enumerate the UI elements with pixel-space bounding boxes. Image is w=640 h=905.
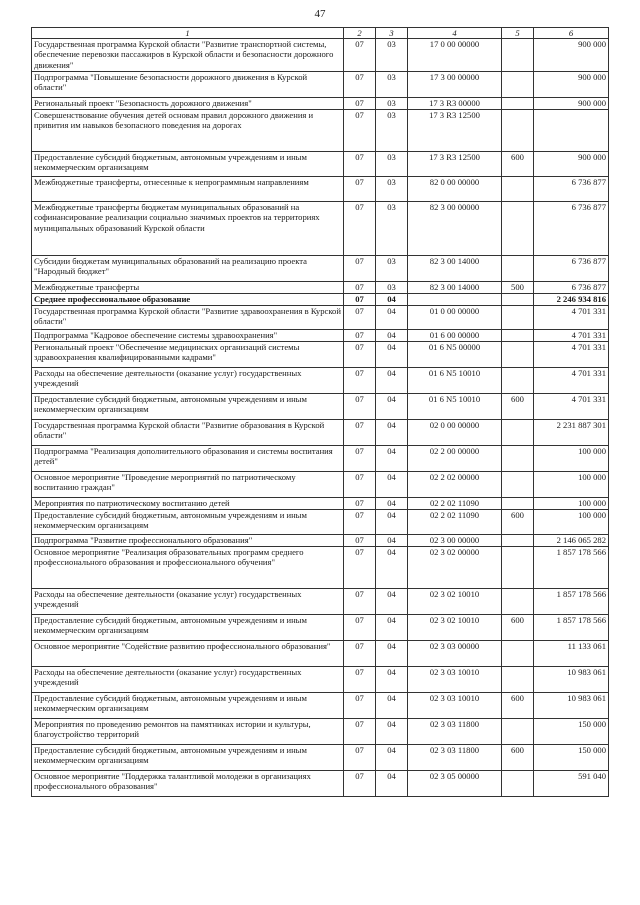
table-row: [32, 498, 609, 510]
table-row: [32, 72, 609, 98]
cell-rz: 07: [344, 330, 376, 342]
table-row: [32, 547, 609, 589]
cell-csr: 17 3 R3 12500: [408, 110, 502, 152]
cell-sum: 1 857 178 566: [534, 589, 609, 615]
cell-sum: 4 701 331: [534, 330, 609, 342]
cell-csr: 82 3 00 14000: [408, 282, 502, 294]
cell-vr: [502, 420, 534, 446]
cell-pr: 04: [376, 420, 408, 446]
cell-name: Подпрограмма "Развитие профессионального образования": [32, 535, 344, 547]
header-cell: 1: [32, 28, 344, 39]
cell-name: Государственная программа Курской области "Развитие транспортной системы, обеспечение перевозки пассажиров в Курской области и безопасности дорожного движения": [32, 39, 344, 72]
cell-csr: [408, 294, 502, 306]
cell-name: Региональный проект "Безопасность дорожного движения": [32, 98, 344, 110]
cell-sum: 100 000: [534, 446, 609, 472]
cell-sum: [534, 110, 609, 152]
cell-name: Основное мероприятие "Содействие развитию профессионального образования": [32, 641, 344, 667]
cell-name: Предоставление субсидий бюджетным, автономным учреждениям и иным некоммерческим организациям: [32, 693, 344, 719]
cell-csr: 01 6 N5 10010: [408, 394, 502, 420]
cell-rz: 07: [344, 256, 376, 282]
cell-sum: 900 000: [534, 39, 609, 72]
cell-vr: 600: [502, 615, 534, 641]
cell-sum: 1 857 178 566: [534, 615, 609, 641]
cell-csr: 02 3 02 10010: [408, 615, 502, 641]
table-row: [32, 667, 609, 693]
cell-rz: 07: [344, 771, 376, 797]
table-row: [32, 693, 609, 719]
cell-csr: 01 6 N5 00000: [408, 342, 502, 368]
cell-csr: 02 3 03 10010: [408, 667, 502, 693]
cell-sum: 100 000: [534, 498, 609, 510]
cell-vr: 500: [502, 282, 534, 294]
cell-sum: 6 736 877: [534, 282, 609, 294]
header-cell: 4: [408, 28, 502, 39]
cell-csr: 02 3 03 00000: [408, 641, 502, 667]
cell-sum: 2 146 065 282: [534, 535, 609, 547]
cell-name: Расходы на обеспечение деятельности (оказание услуг) государственных учреждений: [32, 368, 344, 394]
header-cell: 3: [376, 28, 408, 39]
cell-sum: 4 701 331: [534, 368, 609, 394]
cell-pr: 04: [376, 615, 408, 641]
cell-pr: 04: [376, 745, 408, 771]
cell-rz: 07: [344, 420, 376, 446]
cell-vr: [502, 771, 534, 797]
table-row: [32, 641, 609, 667]
cell-pr: 03: [376, 202, 408, 256]
cell-vr: [502, 98, 534, 110]
cell-name: Субсидии бюджетам муниципальных образований на реализацию проекта "Народный бюджет": [32, 256, 344, 282]
cell-rz: 07: [344, 446, 376, 472]
cell-name: Основное мероприятие "Проведение мероприятий по патриотическому воспитанию граждан": [32, 472, 344, 498]
table-row: [32, 110, 609, 152]
cell-name: Предоставление субсидий бюджетным, автономным учреждениям и иным некоммерческим организациям: [32, 152, 344, 177]
table-row: [32, 330, 609, 342]
cell-vr: [502, 256, 534, 282]
cell-vr: [502, 667, 534, 693]
cell-rz: 07: [344, 472, 376, 498]
cell-sum: 2 231 887 301: [534, 420, 609, 446]
cell-pr: 04: [376, 306, 408, 330]
cell-sum: 4 701 331: [534, 342, 609, 368]
cell-csr: 02 0 00 00000: [408, 420, 502, 446]
cell-sum: 150 000: [534, 719, 609, 745]
cell-sum: 100 000: [534, 472, 609, 498]
cell-vr: [502, 342, 534, 368]
cell-pr: 03: [376, 110, 408, 152]
table-row: [32, 472, 609, 498]
table-row: [32, 771, 609, 797]
cell-pr: 04: [376, 368, 408, 394]
cell-name: Межбюджетные трансферты бюджетам муниципальных образований на софинансирование реализации социально значимых проектов на территориях муниципальных образований Курской области: [32, 202, 344, 256]
cell-rz: 07: [344, 110, 376, 152]
cell-csr: 82 0 00 00000: [408, 177, 502, 202]
cell-name: Подпрограмма "Реализация дополнительного образования и системы воспитания детей": [32, 446, 344, 472]
table-row: [32, 98, 609, 110]
cell-vr: [502, 294, 534, 306]
cell-vr: [502, 446, 534, 472]
table-row: [32, 589, 609, 615]
cell-pr: 03: [376, 98, 408, 110]
table-row: [32, 745, 609, 771]
cell-vr: [502, 719, 534, 745]
table-row: [32, 177, 609, 202]
cell-pr: 03: [376, 72, 408, 98]
table-row: [32, 39, 609, 72]
table-row: [32, 202, 609, 256]
cell-pr: 03: [376, 39, 408, 72]
cell-csr: 82 3 00 14000: [408, 256, 502, 282]
cell-rz: 07: [344, 72, 376, 98]
cell-pr: 04: [376, 472, 408, 498]
table-row: [32, 152, 609, 177]
cell-sum: 4 701 331: [534, 394, 609, 420]
cell-rz: 07: [344, 498, 376, 510]
cell-rz: 07: [344, 306, 376, 330]
cell-csr: 02 2 02 11090: [408, 510, 502, 535]
cell-csr: 02 2 00 00000: [408, 446, 502, 472]
cell-vr: [502, 177, 534, 202]
table-row: [32, 510, 609, 535]
table-row: [32, 368, 609, 394]
cell-pr: 04: [376, 719, 408, 745]
cell-pr: 04: [376, 330, 408, 342]
cell-name: Основное мероприятие "Реализация образовательных программ среднего профессионального образования и профессионального обучения": [32, 547, 344, 589]
cell-name: Государственная программа Курской области "Развитие образования в Курской области": [32, 420, 344, 446]
cell-name: Расходы на обеспечение деятельности (оказание услуг) государственных учреждений: [32, 589, 344, 615]
cell-csr: 02 3 03 11800: [408, 745, 502, 771]
header-row: [32, 28, 609, 39]
cell-name: Расходы на обеспечение деятельности (оказание услуг) государственных учреждений: [32, 667, 344, 693]
cell-vr: [502, 110, 534, 152]
header-cell: 6: [534, 28, 609, 39]
table-row: [32, 256, 609, 282]
cell-pr: 04: [376, 394, 408, 420]
cell-rz: 07: [344, 394, 376, 420]
cell-vr: 600: [502, 394, 534, 420]
cell-sum: 2 246 934 816: [534, 294, 609, 306]
cell-vr: 600: [502, 510, 534, 535]
cell-rz: 07: [344, 98, 376, 110]
cell-pr: 04: [376, 641, 408, 667]
cell-vr: [502, 330, 534, 342]
cell-sum: 900 000: [534, 72, 609, 98]
cell-name: Межбюджетные трансферты: [32, 282, 344, 294]
cell-csr: 02 2 02 11090: [408, 498, 502, 510]
cell-csr: 17 3 00 00000: [408, 72, 502, 98]
cell-sum: 6 736 877: [534, 202, 609, 256]
cell-pr: 03: [376, 152, 408, 177]
cell-vr: 600: [502, 152, 534, 177]
page-number: 47: [314, 8, 326, 20]
cell-pr: 04: [376, 771, 408, 797]
cell-vr: [502, 547, 534, 589]
cell-vr: [502, 368, 534, 394]
cell-rz: 07: [344, 282, 376, 294]
cell-csr: 02 3 05 00000: [408, 771, 502, 797]
cell-sum: 6 736 877: [534, 256, 609, 282]
table-row: [32, 446, 609, 472]
cell-sum: 6 736 877: [534, 177, 609, 202]
cell-name: Основное мероприятие "Поддержка талантливой молодежи в организациях профессионального образования": [32, 771, 344, 797]
cell-rz: 07: [344, 39, 376, 72]
cell-csr: 17 0 00 00000: [408, 39, 502, 72]
cell-vr: [502, 39, 534, 72]
cell-csr: 02 3 02 00000: [408, 547, 502, 589]
budget-table: [31, 27, 609, 797]
table-row: [32, 420, 609, 446]
cell-pr: 04: [376, 446, 408, 472]
cell-rz: 07: [344, 667, 376, 693]
cell-sum: 4 701 331: [534, 306, 609, 330]
cell-rz: 07: [344, 589, 376, 615]
cell-pr: 04: [376, 667, 408, 693]
cell-vr: [502, 202, 534, 256]
cell-vr: [502, 306, 534, 330]
cell-pr: 04: [376, 547, 408, 589]
cell-pr: 04: [376, 510, 408, 535]
cell-rz: 07: [344, 641, 376, 667]
cell-rz: 07: [344, 535, 376, 547]
cell-vr: 600: [502, 745, 534, 771]
table-row: [32, 615, 609, 641]
table-row: [32, 342, 609, 368]
cell-name: Предоставление субсидий бюджетным, автономным учреждениям и иным некоммерческим организациям: [32, 745, 344, 771]
cell-vr: [502, 72, 534, 98]
cell-vr: [502, 641, 534, 667]
cell-csr: 17 3 R3 00000: [408, 98, 502, 110]
cell-pr: 04: [376, 342, 408, 368]
cell-csr: 02 2 02 00000: [408, 472, 502, 498]
cell-csr: 17 3 R3 12500: [408, 152, 502, 177]
table-row: [32, 306, 609, 330]
cell-name: Региональный проект "Обеспечение медицинских организаций системы здравоохранения квалифицированными кадрами": [32, 342, 344, 368]
cell-rz: 07: [344, 719, 376, 745]
cell-rz: 07: [344, 152, 376, 177]
cell-sum: 11 133 061: [534, 641, 609, 667]
cell-vr: [502, 498, 534, 510]
cell-rz: 07: [344, 547, 376, 589]
cell-name: Государственная программа Курской области "Развитие здравоохранения в Курской области": [32, 306, 344, 330]
cell-rz: 07: [344, 693, 376, 719]
cell-csr: 01 0 00 00000: [408, 306, 502, 330]
cell-sum: 10 983 061: [534, 667, 609, 693]
cell-rz: 07: [344, 177, 376, 202]
cell-pr: 04: [376, 693, 408, 719]
cell-name: Среднее профессиональное образование: [32, 294, 344, 306]
cell-sum: 10 983 061: [534, 693, 609, 719]
cell-csr: 01 6 00 00000: [408, 330, 502, 342]
cell-name: Совершенствование обучения детей основам правил дорожного движения и привития им навыков безопасного поведения на дорогах: [32, 110, 344, 152]
cell-name: Мероприятия по проведению ремонтов на памятниках истории и культуры, благоустройство территорий: [32, 719, 344, 745]
cell-csr: 01 6 N5 10010: [408, 368, 502, 394]
cell-vr: [502, 472, 534, 498]
cell-rz: 07: [344, 745, 376, 771]
cell-csr: 02 3 00 00000: [408, 535, 502, 547]
cell-sum: 591 040: [534, 771, 609, 797]
cell-csr: 02 3 03 10010: [408, 693, 502, 719]
table-row: [32, 535, 609, 547]
cell-sum: 900 000: [534, 98, 609, 110]
cell-name: Подпрограмма "Повышение безопасности дорожного движения в Курской области": [32, 72, 344, 98]
cell-vr: [502, 589, 534, 615]
table-row: [32, 719, 609, 745]
table-row: [32, 294, 609, 306]
cell-pr: 04: [376, 498, 408, 510]
cell-vr: 600: [502, 693, 534, 719]
cell-rz: 07: [344, 202, 376, 256]
cell-rz: 07: [344, 615, 376, 641]
cell-name: Подпрограмма "Кадровое обеспечение системы здравоохранения": [32, 330, 344, 342]
cell-sum: 150 000: [534, 745, 609, 771]
table-row: [32, 282, 609, 294]
cell-rz: 07: [344, 342, 376, 368]
cell-vr: [502, 535, 534, 547]
cell-pr: 03: [376, 282, 408, 294]
cell-name: Межбюджетные трансферты, отнесенные к непрограммным направлениям: [32, 177, 344, 202]
cell-name: Предоставление субсидий бюджетным, автономным учреждениям и иным некоммерческим организациям: [32, 615, 344, 641]
cell-sum: 1 857 178 566: [534, 547, 609, 589]
cell-sum: 900 000: [534, 152, 609, 177]
header-cell: 5: [502, 28, 534, 39]
cell-name: Предоставление субсидий бюджетным, автономным учреждениям и иным некоммерческим организациям: [32, 510, 344, 535]
cell-pr: 03: [376, 177, 408, 202]
header-cell: 2: [344, 28, 376, 39]
cell-pr: 04: [376, 535, 408, 547]
cell-sum: 100 000: [534, 510, 609, 535]
cell-name: Предоставление субсидий бюджетным, автономным учреждениям и иным некоммерческим организациям: [32, 394, 344, 420]
cell-rz: 07: [344, 368, 376, 394]
cell-csr: 02 3 02 10010: [408, 589, 502, 615]
cell-pr: 03: [376, 256, 408, 282]
cell-pr: 04: [376, 589, 408, 615]
table-row: [32, 394, 609, 420]
cell-csr: 02 3 03 11800: [408, 719, 502, 745]
cell-rz: 07: [344, 294, 376, 306]
cell-name: Мероприятия по патриотическому воспитанию детей: [32, 498, 344, 510]
table-body: [32, 39, 609, 797]
cell-csr: 82 3 00 00000: [408, 202, 502, 256]
cell-rz: 07: [344, 510, 376, 535]
cell-pr: 04: [376, 294, 408, 306]
